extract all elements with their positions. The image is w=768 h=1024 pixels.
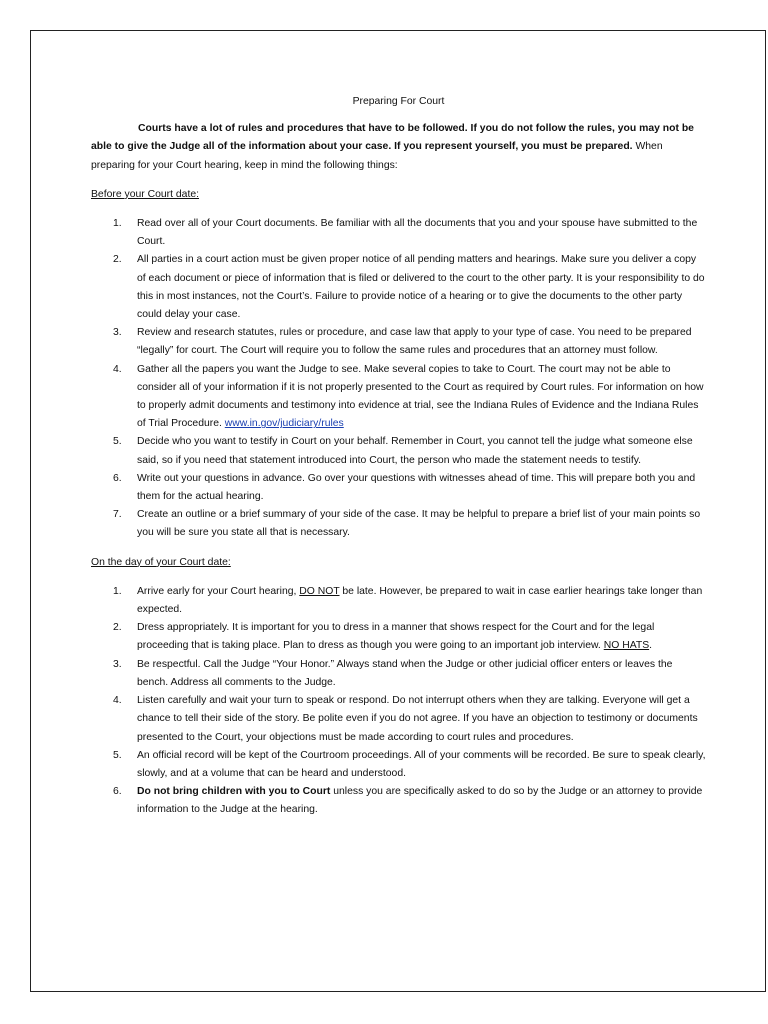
item-text: unless you are specifically asked to do so by the Judge or an attorney to provide information to the Judge at the hearing. bbox=[137, 786, 703, 816]
item-number: 2. bbox=[113, 622, 122, 634]
item-number: 2. bbox=[113, 254, 122, 266]
item-text: An official record will be kept of the Courtroom proceedings. All of your comments will be recorded. Be sure to speak clearly, slowly, and at a volume that can be heard and understood. bbox=[137, 749, 706, 779]
item-text: Read over all of your Court documents. Be familiar with all the documents that you and your spouse have submitted to the Court. bbox=[137, 218, 698, 248]
item-number: 4. bbox=[113, 363, 122, 375]
item-text: Decide who you want to testify in Court on your behalf. Remember in Court, you cannot tell the judge what someone else said, so if you need that statement introduced into Court, the person who made the statement needs to testify. bbox=[137, 436, 693, 466]
item-number: 5. bbox=[113, 749, 122, 761]
list-item bbox=[91, 692, 706, 747]
list-item bbox=[91, 215, 706, 251]
item-text: . bbox=[649, 640, 653, 652]
item-number: 1. bbox=[113, 218, 122, 230]
item-text: Gather all the papers you want the Judge to see. Make several copies to take to Court. The court may not be able to consider all of your information if it is not properly presented to the Court as required by Court rules. For information on how to properly admit documents and testimony into evidence at trial, see the Indiana Rules of Evidence and the Indiana Rules of Trial Procedure. bbox=[137, 363, 704, 430]
item-text: Be respectful. Call the Judge “Your Honor.” Always stand when the Judge or other judicial officer enters or leaves the bench. Address all comments to the Judge. bbox=[137, 658, 673, 688]
list-item bbox=[91, 361, 706, 434]
item-text: Arrive early for your Court hearing, bbox=[137, 585, 300, 597]
item-number: 5. bbox=[113, 436, 122, 448]
intro-bold-text: Courts have a lot of rules and procedures that have to be followed. If you do not follow the rules, you may not be able to give the Judge all of the information about your case. If you represent yourself, you must be prepared. bbox=[91, 123, 694, 153]
item-number: 1. bbox=[113, 585, 122, 597]
list-item bbox=[91, 324, 706, 360]
item-text: be late. However, be prepared to wait in case earlier hearings take longer than expected. bbox=[137, 585, 703, 616]
item-number: 6. bbox=[113, 786, 122, 798]
document-content bbox=[91, 93, 706, 820]
list-item bbox=[91, 583, 706, 619]
item-text: Create an outline or a brief summary of your side of the case. It may be helpful to prepare a brief list of your main points so you will be sure you state all that is necessary. bbox=[137, 509, 701, 539]
emphasis-text: DO NOT bbox=[299, 585, 340, 597]
list-item bbox=[91, 470, 706, 506]
item-text: Write out your questions in advance. Go over your questions with witnesses ahead of time. This will prepare both you and them for the actual hearing. bbox=[137, 472, 696, 503]
page-title: Preparing For Court bbox=[352, 96, 445, 107]
emphasis-text: Do not bring children with you to Court bbox=[137, 786, 331, 798]
list-item bbox=[91, 747, 706, 783]
intro-normal-text: When preparing for your Court hearing, keep in mind the following things: bbox=[91, 141, 663, 171]
item-number: 3. bbox=[113, 658, 122, 670]
item-number: 4. bbox=[113, 695, 122, 707]
list-item bbox=[91, 506, 706, 542]
list-item bbox=[91, 251, 706, 324]
before-court-list bbox=[91, 215, 706, 543]
item-text: Listen carefully and wait your turn to speak or respond. Do not interrupt others when they are talking. Everyone will get a chance to tell their side of the story. Be polite even if you do not agree. If you have an objection to testimony or documents presented to the Court, your objections must be made according to court rules and procedures. bbox=[137, 695, 698, 743]
day-of-court-heading: On the day of your Court date: bbox=[91, 556, 231, 568]
intro-paragraph bbox=[91, 120, 706, 175]
item-number: 7. bbox=[113, 509, 122, 521]
item-text: Dress appropriately. It is important for you to dress in a manner that shows respect for the Court and for the legal proceeding that is taking place. Plan to dress as though you were going to an important job interview. bbox=[137, 622, 655, 652]
item-number: 3. bbox=[113, 327, 122, 339]
before-court-heading: Before your Court date: bbox=[91, 188, 200, 200]
emphasis-text: NO HATS bbox=[603, 640, 650, 652]
item-number: 6. bbox=[113, 472, 122, 484]
list-item bbox=[91, 783, 706, 819]
day-of-court-list bbox=[91, 583, 706, 820]
list-item bbox=[91, 619, 706, 655]
document-page bbox=[30, 30, 766, 992]
list-item bbox=[91, 656, 706, 692]
list-item bbox=[91, 433, 706, 469]
judiciary-rules-link[interactable]: www.in.gov/judiciary/rules bbox=[224, 418, 344, 430]
item-text: All parties in a court action must be given proper notice of all pending matters and hearings. Make sure you deliver a copy of each document or piece of information that is filed or delivered to the court to the other party. It is your responsibility to do this in most instances, not the Court’s. Failure to provide notice of a hearing or to give the documents to the other party could delay your case. bbox=[137, 254, 705, 321]
item-text: Review and research statutes, rules or procedure, and case law that apply to your type of case. You need to be prepared “legally” for court. The Court will require you to follow the same rules and procedures that an attorney must follow. bbox=[137, 327, 692, 357]
